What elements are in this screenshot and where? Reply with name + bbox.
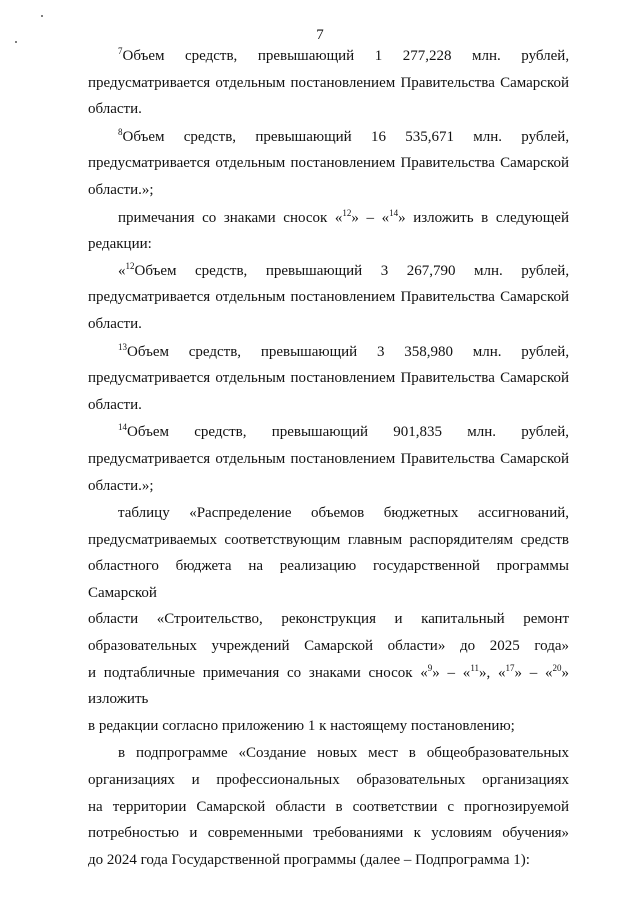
subprogram-paragraph-line-1: в подпрограмме «Создание новых мест в общеобразовательных	[118, 745, 569, 762]
subprogram-paragraph-line-4: потребностью и современными требованиями к условиям обучения»	[88, 825, 569, 842]
footnote-12-line-2: предусматривается отдельным постановлением Правительства Самарской	[88, 289, 569, 306]
document-body	[88, 43, 569, 873]
subprogram-paragraph-line-3: на территории Самарской области в соответствии с прогнозируемой	[88, 798, 569, 815]
table-paragraph-line-7: в редакции согласно приложению 1 к настоящему постановлению;	[88, 717, 515, 734]
footnote-8-line-3: области.»;	[88, 181, 154, 198]
table-paragraph-line-6: и подтабличные примечания со знаками сносок «$^9$» – «$^{11}$», «$^{17}$» – «$^{20}$» изложить	[88, 662, 570, 708]
footnote-mark: 14	[118, 422, 127, 433]
amount: 16 535,671	[370, 128, 454, 145]
footnote-8-line-1: $^8$Объем средств, превышающий 16 535,671 млн. рублей,	[118, 126, 570, 145]
footnote-mark: 7	[118, 46, 123, 56]
footnote-mark: 8	[118, 126, 123, 137]
amount: 1 277,228	[374, 48, 452, 64]
subprogram-paragraph-line-2: организациях и профессиональных образовательных организациях	[88, 772, 569, 789]
footnote-7-line-3: области.	[88, 101, 142, 118]
table-paragraph-line-3: областного бюджета на реализацию государственной программы Самарской	[88, 558, 569, 601]
footnote-8-line-2: предусматривается отдельным постановлением Правительства Самарской	[88, 155, 569, 172]
footnote-mark: 12	[125, 260, 135, 271]
subprogram-paragraph-line-5: до 2024 года Государственной программы (далее – Подпрограмма 1):	[88, 851, 530, 868]
footnote-14-line-2: предусматривается отдельным постановлением Правительства Самарской	[88, 450, 569, 467]
footnote-mark: 13	[118, 341, 127, 352]
footnote-12-line-3: области.	[88, 315, 142, 332]
footnote-12-line-1: «$^{12}$Объем средств, превышающий 3 267,790 млн. рублей,	[118, 260, 570, 279]
notes-instruction-line-1: примечания со знаками сносок «$^{12}$» – «$^{14}$» изложить в следующей	[118, 207, 569, 226]
table-paragraph-line-5: образовательных учреждений Самарской области» до 2025 года»	[88, 638, 569, 655]
table-paragraph-line-4: области «Строительство, реконструкция и капитальный ремонт	[88, 611, 569, 628]
table-paragraph-line-2: предусматриваемых соответствующим главным распорядителям средств	[88, 531, 569, 548]
footnote-7-line-1: $^7$Объем средств, превышающий 1 277,228 млн. рублей,	[118, 46, 570, 64]
scan-speck	[41, 15, 43, 17]
notes-instruction-line-2: редакции:	[88, 236, 152, 253]
footnote-13-line-1: $^{13}$Объем средств, превышающий 3 358,980 млн. рублей,	[118, 341, 570, 360]
amount: 901,835	[393, 424, 443, 441]
amount: 3 358,980	[376, 343, 453, 360]
footnote-7-line-2: предусматривается отдельным постановлением Правительства Самарской	[88, 74, 569, 91]
footnote-14-line-1: $^{14}$Объем средств, превышающий 901,835 млн. рублей,	[118, 422, 569, 441]
footnote-14-line-3: области.»;	[88, 477, 154, 494]
page-number: 7	[316, 27, 324, 43]
footnote-13-line-3: области.	[88, 396, 142, 413]
table-paragraph-line-1: таблицу «Распределение объемов бюджетных ассигнований,	[118, 505, 569, 522]
amount: 3 267,790	[380, 262, 456, 279]
footnote-13-line-2: предусматривается отдельным постановлением Правительства Самарской	[88, 370, 569, 387]
